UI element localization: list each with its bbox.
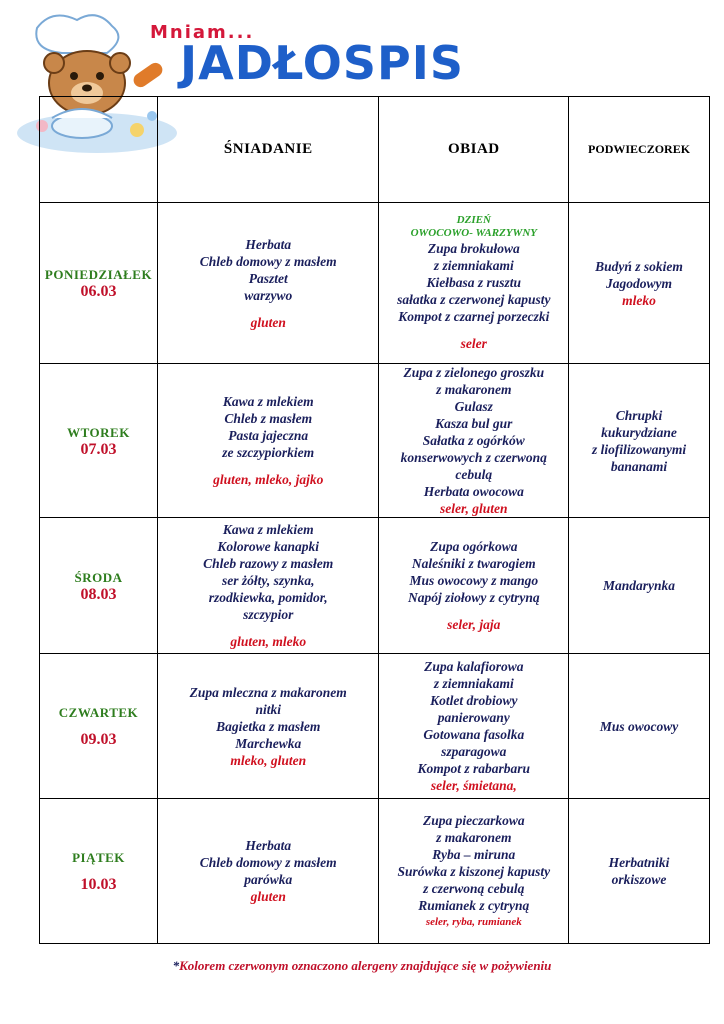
breakfast-cell: [157, 364, 379, 518]
breakfast-item: Bagietka z masłem: [216, 718, 321, 734]
lunch-item: konserwowych z czerwoną: [400, 450, 547, 465]
page-title: JADŁOSPIS: [180, 36, 464, 90]
lunch-cell: [379, 203, 569, 364]
breakfast-item: Chleb domowy z masłem: [199, 253, 337, 269]
day-cell: [40, 799, 158, 944]
breakfast-item: Herbata: [245, 838, 292, 853]
breakfast-cell: [157, 654, 379, 799]
breakfast-cell: [157, 203, 379, 364]
menu-table: [39, 96, 710, 944]
lunch-item: Zupa kalafiorowa: [424, 659, 524, 674]
day-date: 08.03: [80, 585, 117, 603]
day-name: CZWARTEK: [58, 705, 139, 720]
breakfast-item: Chleb razowy z masłem: [203, 556, 334, 571]
day-date: 09.03: [80, 731, 117, 748]
breakfast-allergens: mleko, gluten: [230, 752, 307, 768]
lunch-item: Ryba – miruna: [432, 846, 516, 862]
day-cell: [40, 364, 158, 518]
breakfast-item: Kawa z mlekiem: [222, 522, 314, 537]
page-header: [0, 0, 724, 100]
lunch-allergens: seler: [460, 336, 487, 351]
breakfast-item: parówka: [244, 872, 293, 887]
day-name: ŚRODA: [74, 569, 123, 585]
day-cell: [40, 654, 158, 799]
snack-item: Budyń z sokiem: [595, 258, 683, 274]
snack-cell: [569, 654, 710, 799]
spacer: [383, 325, 564, 335]
lunch-item: z ziemniakami: [433, 258, 514, 273]
table-row: [40, 654, 710, 799]
lunch-item: z czerwoną cebulą: [423, 880, 525, 896]
lunch-item: szparagowa: [441, 744, 507, 759]
lunch-item: Zupa ogórkowa: [430, 539, 518, 554]
lunch-item: Mus owocowy z mango: [409, 573, 539, 588]
lunch-allergens: seler, gluten: [440, 501, 508, 516]
lunch-item: Kiełbasa z rusztu: [426, 275, 522, 290]
day-date: 07.03: [80, 440, 117, 458]
breakfast-item: ser żółty, szynka,: [221, 573, 315, 588]
lunch-item: Zupa pieczarkowa: [422, 812, 525, 828]
day-date: 06.03: [80, 283, 117, 300]
footnote-star: *: [172, 958, 180, 973]
lunch-item: Herbata owocowa: [423, 484, 524, 499]
breakfast-item: szczypior: [243, 607, 294, 622]
snack-cell: [569, 203, 710, 364]
day-column-header: [40, 97, 158, 203]
day-cell: [40, 518, 158, 654]
snack-item: bananami: [610, 458, 668, 474]
lunch-item: Gotowana fasolka: [423, 727, 525, 742]
lunch-item: Surówka z kiszonej kapusty: [397, 863, 551, 879]
snack-cell: [569, 799, 710, 944]
lunch-item: Naleśniki z twarogiem: [411, 556, 536, 571]
spacer: [162, 461, 375, 471]
lunch-cell: [379, 364, 569, 518]
mniam-text: Mniam...: [150, 22, 255, 43]
snack-item: Mandarynka: [603, 578, 676, 593]
lunch-item: Rumianek z cytryną: [418, 897, 530, 913]
snack-column-header: PODWIECZOREK: [569, 97, 710, 203]
day-date: 10.03: [80, 876, 117, 893]
day-name: PONIEDZIAŁEK: [44, 267, 153, 282]
footnote-text: Kolorem czerwonym oznaczono alergeny znajdujące się w pożywieniu: [179, 958, 552, 973]
breakfast-item: Pasztet: [248, 270, 288, 286]
lunch-item: Kasza bul gur: [435, 416, 513, 431]
spacer: [162, 304, 375, 314]
breakfast-allergens: gluten, mleko, jajko: [213, 472, 324, 487]
breakfast-item: Chleb domowy z masłem: [199, 855, 337, 870]
snack-item: orkiszowe: [611, 872, 667, 887]
breakfast-item: Herbata: [245, 236, 292, 252]
spacer: [44, 721, 153, 731]
breakfast-item: warzywo: [244, 287, 293, 303]
lunch-cell: [379, 654, 569, 799]
snack-cell: [569, 364, 710, 518]
lunch-item: Napój ziołowy z cytryną: [407, 590, 540, 605]
breakfast-item: Pasta jajeczna: [228, 428, 309, 443]
breakfast-item: ze szczypiorkiem: [222, 445, 315, 460]
lunch-note: DZIEŃ: [456, 214, 491, 226]
lunch-allergens: seler, ryba, rumianek: [425, 915, 522, 928]
lunch-allergens: seler, jaja: [447, 617, 501, 632]
day-cell: [40, 203, 158, 364]
spacer: [162, 623, 375, 633]
spacer: [44, 866, 153, 876]
day-name: WTOREK: [67, 424, 130, 440]
lunch-item: z ziemniakami: [433, 676, 514, 691]
snack-item: Jagodowym: [606, 275, 673, 291]
lunch-item: sałatka z czerwonej kapusty: [397, 292, 551, 307]
lunch-item: Kompot z rabarbaru: [417, 761, 531, 776]
lunch-item: cebulą: [455, 467, 493, 482]
day-name: PIĄTEK: [72, 850, 125, 865]
lunch-item: z makaronem: [436, 382, 512, 397]
table-row: [40, 203, 710, 364]
breakfast-allergens: gluten, mleko: [230, 634, 307, 649]
snack-allergens: mleko: [622, 292, 656, 308]
breakfast-item: Zupa mleczna z makaronem: [189, 684, 347, 700]
table-row: [40, 518, 710, 654]
spacer: [383, 606, 564, 616]
snack-item: z liofilizowanymi: [591, 441, 687, 457]
breakfast-item: nitki: [255, 701, 281, 717]
table-row: [40, 799, 710, 944]
lunch-item: Zupa brokułowa: [427, 241, 520, 256]
snack-item: Herbatniki: [608, 855, 670, 870]
breakfast-allergens: gluten: [250, 314, 286, 330]
lunch-note: OWOCOWO- WARZYWNY: [410, 227, 537, 239]
lunch-column-header: OBIAD: [379, 97, 569, 203]
lunch-item: Kompot z czarnej porzeczki: [398, 309, 550, 324]
breakfast-item: Chleb z masłem: [224, 411, 313, 426]
breakfast-item: rzodkiewka, pomidor,: [208, 590, 328, 605]
breakfast-item: Marchewka: [235, 735, 302, 751]
lunch-item: z makaronem: [436, 829, 512, 845]
snack-item: Mus owocowy: [599, 718, 679, 734]
breakfast-allergens: gluten: [250, 889, 286, 904]
header-row: [40, 97, 710, 203]
lunch-item: panierowany: [437, 710, 510, 725]
breakfast-cell: [157, 799, 379, 944]
breakfast-item: Kolorowe kanapki: [217, 539, 320, 554]
lunch-cell: [379, 799, 569, 944]
lunch-allergens: seler, śmietana,: [430, 778, 517, 793]
allergen-footnote: [0, 958, 724, 974]
lunch-item: Gulasz: [454, 399, 493, 414]
lunch-item: Kotlet drobiowy: [430, 693, 518, 708]
breakfast-item: Kawa z mlekiem: [222, 394, 314, 409]
breakfast-column-header: ŚNIADANIE: [157, 97, 379, 203]
snack-item: kukurydziane: [601, 424, 677, 440]
lunch-cell: [379, 518, 569, 654]
snack-cell: [569, 518, 710, 654]
breakfast-cell: [157, 518, 379, 654]
lunch-item: Zupa z zielonego groszku: [403, 365, 545, 380]
table-row: [40, 364, 710, 518]
snack-item: Chrupki: [615, 407, 663, 423]
lunch-item: Sałatka z ogórków: [422, 433, 525, 448]
